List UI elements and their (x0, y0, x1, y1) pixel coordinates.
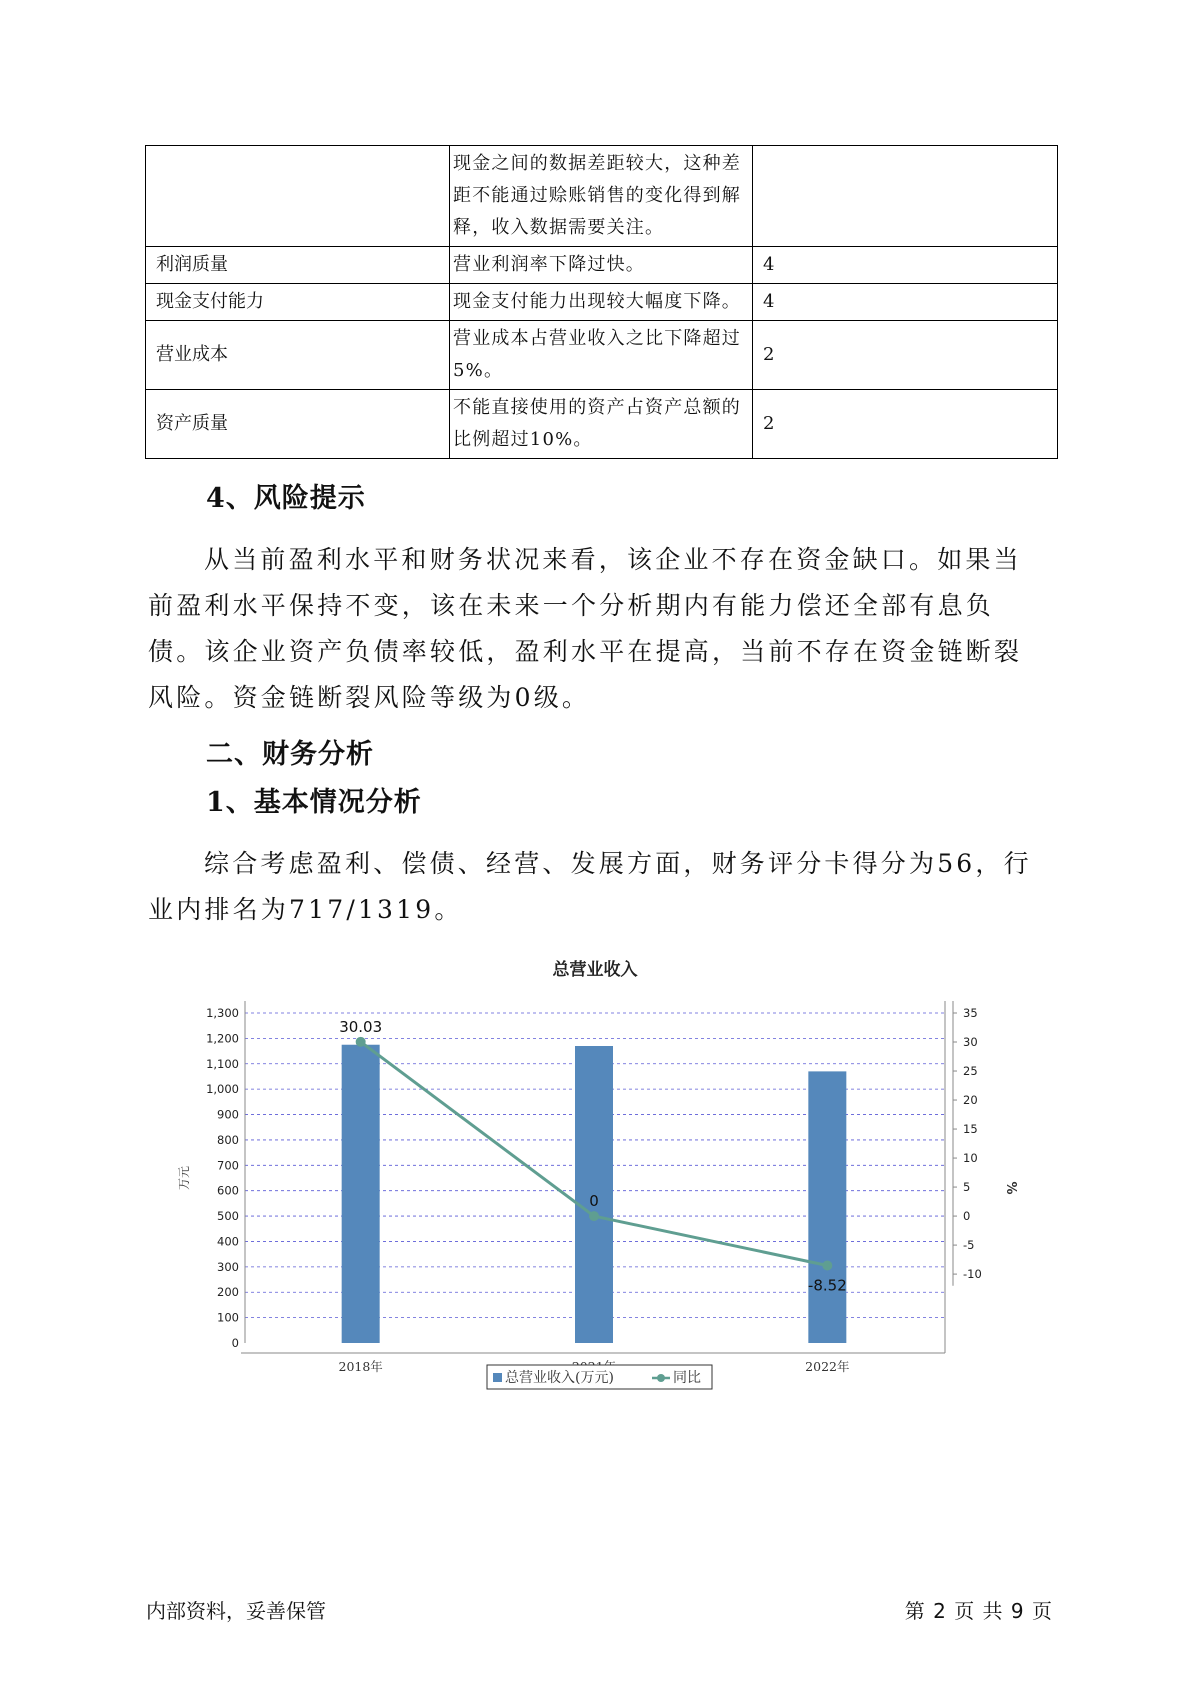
yoy-point-1 (589, 1211, 599, 1221)
y-tick-label: 1,200 (206, 1031, 239, 1046)
y-tick-label: 700 (217, 1158, 239, 1173)
x-tick-label: 2022年 (805, 1359, 850, 1374)
y-tick-label: 100 (217, 1310, 239, 1325)
y2-tick-label: -10 (963, 1267, 982, 1282)
y2-tick-label: 15 (963, 1122, 978, 1137)
table-cell-category (146, 146, 450, 247)
basic-analysis-heading: 1、基本情况分析 (206, 787, 422, 818)
bar-0 (342, 1045, 380, 1343)
footer-page-number: 第 2 页 共 9 页 (904, 1599, 1053, 1623)
risk-table (145, 145, 1058, 459)
y2-tick-label: 10 (963, 1151, 978, 1166)
y-tick-label: 800 (217, 1132, 239, 1147)
y-tick-label: 600 (217, 1183, 239, 1198)
table-row (146, 284, 1058, 321)
y2-tick-label: 5 (963, 1180, 971, 1195)
bar-2 (808, 1071, 846, 1343)
legend-label-line: 同比 (673, 1370, 701, 1386)
y2-tick-label: 25 (963, 1064, 978, 1079)
y-tick-label: 500 (217, 1209, 239, 1224)
risk-heading: 4、风险提示 (206, 483, 366, 514)
table-row (146, 321, 1058, 390)
table-cell-category: 资产质量 (146, 390, 450, 459)
table-cell-desc: 不能直接使用的资产占资产总额的比例超过10%。 (450, 390, 753, 459)
data-label: -8.52 (807, 1276, 847, 1295)
legend-label-bar: 总营业收入(万元) (505, 1370, 614, 1386)
chart-title: 总营业收入 (552, 960, 638, 980)
table-cell-category: 现金支付能力 (146, 284, 450, 321)
legend-swatch-bar (493, 1373, 502, 1382)
data-label: 0 (589, 1192, 599, 1211)
x-tick-label: 2018年 (338, 1359, 383, 1374)
table-row (146, 146, 1058, 247)
y-tick-label: 400 (217, 1234, 239, 1249)
table-cell-desc: 营业成本占营业收入之比下降超过5%。 (450, 321, 753, 390)
table-cell-desc: 现金支付能力出现较大幅度下降。 (450, 284, 753, 321)
y-tick-label: 200 (217, 1285, 239, 1300)
y-tick-label: 1,300 (206, 1006, 239, 1020)
yoy-point-2 (822, 1261, 832, 1271)
table-cell-desc: 营业利润率下降过快。 (450, 247, 753, 284)
revenue-chart (150, 955, 1030, 1415)
y-tick-label: 300 (217, 1259, 239, 1274)
table-cell-score (753, 146, 1058, 247)
risk-paragraph: 从当前盈利水平和财务状况来看，该企业不存在资金缺口。如果当前盈利水平保持不变，该在未来一个分析期内有能力偿还全部有息负债。该企业资产负债率较低，盈利水平在提高，当前不存在资金链断裂风险。资金链断裂风险等级为0级。 (148, 545, 1023, 712)
y2-tick-label: 30 (963, 1035, 978, 1050)
table-cell-desc: 现金之间的数据差距较大，这种差距不能通过赊账销售的变化得到解释，收入数据需要关注。 (450, 146, 753, 247)
y2-tick-label: -5 (963, 1238, 975, 1253)
finance-heading: 二、财务分析 (206, 739, 374, 770)
y-tick-label: 900 (217, 1107, 239, 1122)
yoy-point-0 (356, 1037, 366, 1047)
data-label: 30.03 (339, 1017, 383, 1036)
table-row (146, 247, 1058, 284)
y-tick-label: 1,000 (206, 1082, 239, 1097)
y-axis-label: 万元 (177, 1165, 191, 1191)
basic-analysis-paragraph: 综合考虑盈利、偿债、经营、发展方面，财务评分卡得分为56，行业内排名为717/1319。 (148, 849, 1032, 924)
table-cell-category: 营业成本 (146, 321, 450, 390)
y2-tick-label: 0 (963, 1209, 971, 1224)
table-cell-score: 4 (753, 247, 1058, 284)
y2-tick-label: 35 (963, 1006, 978, 1020)
table-cell-score: 2 (753, 321, 1058, 390)
table-cell-score: 2 (753, 390, 1058, 459)
table-cell-category: 利润质量 (146, 247, 450, 284)
y2-tick-label: 20 (963, 1093, 978, 1108)
y-tick-label: 0 (231, 1336, 239, 1350)
table-row (146, 390, 1058, 459)
y-tick-label: 1,100 (206, 1056, 239, 1071)
legend-swatch-dot (657, 1374, 665, 1382)
y2-axis-label: % (1003, 1181, 1018, 1195)
footer-confidential: 内部资料，妥善保管 (146, 1599, 326, 1623)
table-cell-score: 4 (753, 284, 1058, 321)
